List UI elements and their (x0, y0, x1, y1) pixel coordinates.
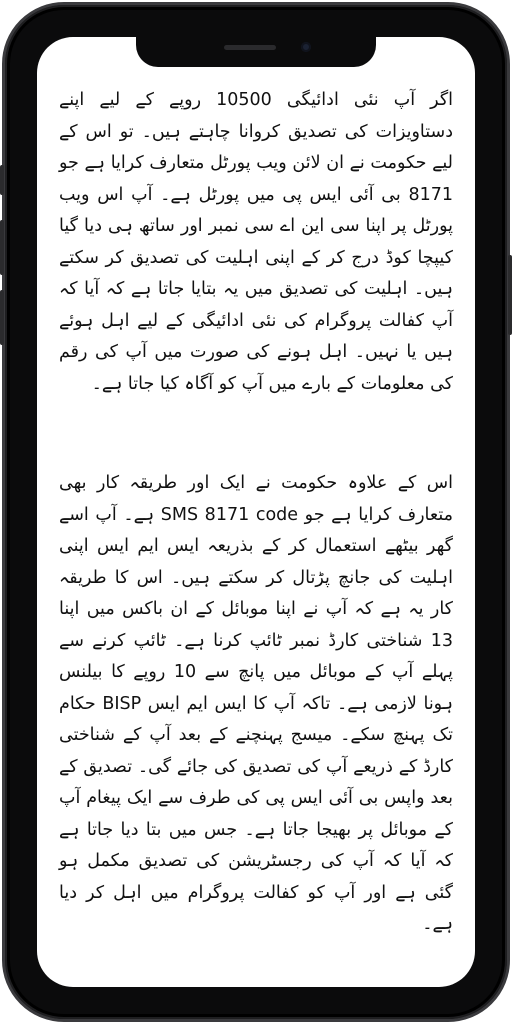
speaker-grille (224, 45, 276, 50)
article-paragraph-1: اگر آپ نئی ادائیگی 10500 روپے کے لیے اپنے دستاویزات کی تصدیق کروانا چاہتے ہیں۔ تو اس کے لیے حکومت نے ان لائن ویب پورٹل متعارف کرایا ہے جو 8171 بی آئی ایس پی میں پورٹل ہے۔ آپ اس ویب پورٹل پر اپنا سی این اے سی نمبر اور ساتھ ہی دیا گیا کیپچا کوڈ درج کر کے اپنی اہلیت کی تصدیق کر سکتے ہیں۔ اہلیت کی تصدیق میں یہ بتایا جاتا ہے کہ آیا کہ آپ کفالت پروگرام کی نئی ادائیگی کے لیے اہل ہوئے ہیں یا نہیں۔ اہل ہونے کی صورت میں آپ کی رقم کی معلومات کے بارے میں آپ کو آگاہ کیا جاتا ہے۔ (59, 90, 454, 394)
article-paragraph-2: اس کے علاوہ حکومت نے ایک اور طریقہ کار بھی متعارف کرایا ہے جو SMS 8171 code ہے۔ آپ اسے گھر بیٹھے استعمال کر کے بذریعہ ایس ایم ایس اپنی اہلیت کی جانچ پڑتال کر سکتے ہیں۔ اس کا طریقہ کار یہ ہے کہ آپ نے اپنا موبائل کے ان باکس میں اپنا 13 شناختی کارڈ نمبر ٹائپ کرنا ہے۔ ٹائپ کرنے سے پہلے آپ کے موبائل میں پانچ سے 10 روپے کا بیلنس ہونا لازمی ہے۔ تاکہ آپ کا ایس ایم ایس BISP حکام تک پہنچ سکے۔ میسج پہنچنے کے بعد آپ کے شناختی کارڈ کے ذریعے آپ کی تصدیق کی جائے گی۔ تصدیق کے بعد واپس بی آئی ایس پی کی طرف سے ایک پیغام آپ کے موبائل پر بھیجا جاتا ہے۔ جس میں بتا دیا جاتا ہے کہ آیا کہ آپ کی رجسٹریشن کی تصدیق مکمل ہو گئی ہے اور آپ کو کفالت پروگرام میں اہل کر دیا ہے۔ (59, 473, 453, 934)
volume-up-button (0, 220, 4, 275)
power-button (508, 255, 512, 335)
front-camera-icon (301, 42, 311, 52)
mute-switch (0, 165, 4, 195)
volume-down-button (0, 290, 4, 345)
article-body (59, 85, 453, 941)
phone-frame (2, 2, 510, 1022)
notch (136, 37, 376, 67)
phone-screen[interactable] (37, 37, 475, 987)
